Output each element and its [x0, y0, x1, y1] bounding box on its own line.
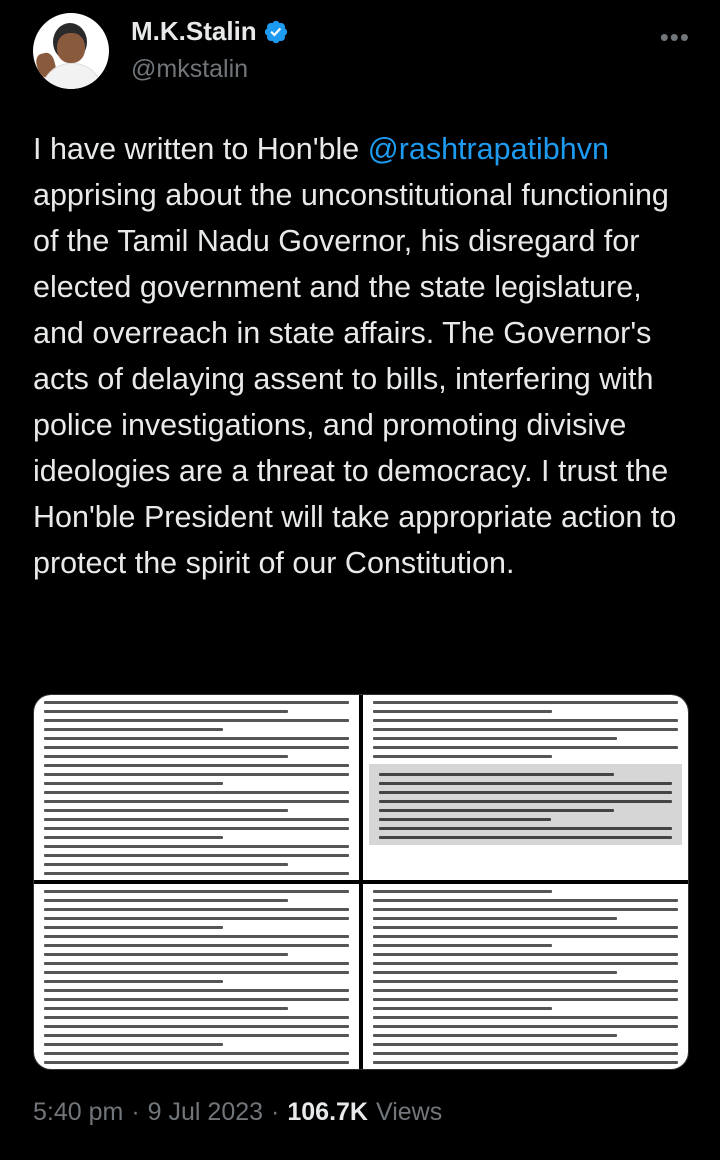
mention-link[interactable]: @rashtrapatibhvn — [367, 132, 609, 166]
avatar-face — [57, 33, 85, 63]
highlighted-points-box — [369, 764, 682, 845]
author-name-row — [131, 16, 289, 47]
attached-images[interactable] — [33, 694, 689, 1070]
tweet-text — [33, 126, 693, 586]
separator-dot: · — [271, 1098, 280, 1126]
tweet-time[interactable]: 5:40 pm — [33, 1098, 124, 1126]
letter-page-image-2[interactable] — [363, 695, 688, 880]
author-handle[interactable]: @mkstalin — [131, 55, 249, 83]
views-count: 106.7K — [287, 1098, 368, 1126]
tweet-text-body: apprising about the unconstitutional functioning of the Tamil Nadu Governor, his disregard for elected government and the state legislature, and overreach in state affairs. The Governor's acts of delaying assent to bills, interfering with police investigations, and promoting divisive ideologies are a threat to democracy. I trust the Hon'ble President will take appropriate action to protect the spirit of our Constitution. — [33, 178, 677, 580]
profile-avatar[interactable] — [33, 13, 109, 89]
author-name[interactable]: M.K.Stalin — [131, 16, 257, 46]
more-options-icon[interactable]: ••• — [659, 22, 690, 52]
verified-badge-icon — [263, 19, 289, 45]
tweet-text-intro: I have written to Hon'ble — [33, 132, 368, 166]
separator-dot: · — [131, 1098, 140, 1126]
views-label: Views — [376, 1098, 443, 1126]
letter-page-image-1[interactable] — [34, 695, 359, 880]
letter-page-image-4[interactable] — [363, 884, 688, 1069]
tweet-date[interactable]: 9 Jul 2023 — [147, 1098, 264, 1126]
tweet-metadata — [33, 1098, 442, 1127]
letter-page-image-3[interactable] — [34, 884, 359, 1069]
